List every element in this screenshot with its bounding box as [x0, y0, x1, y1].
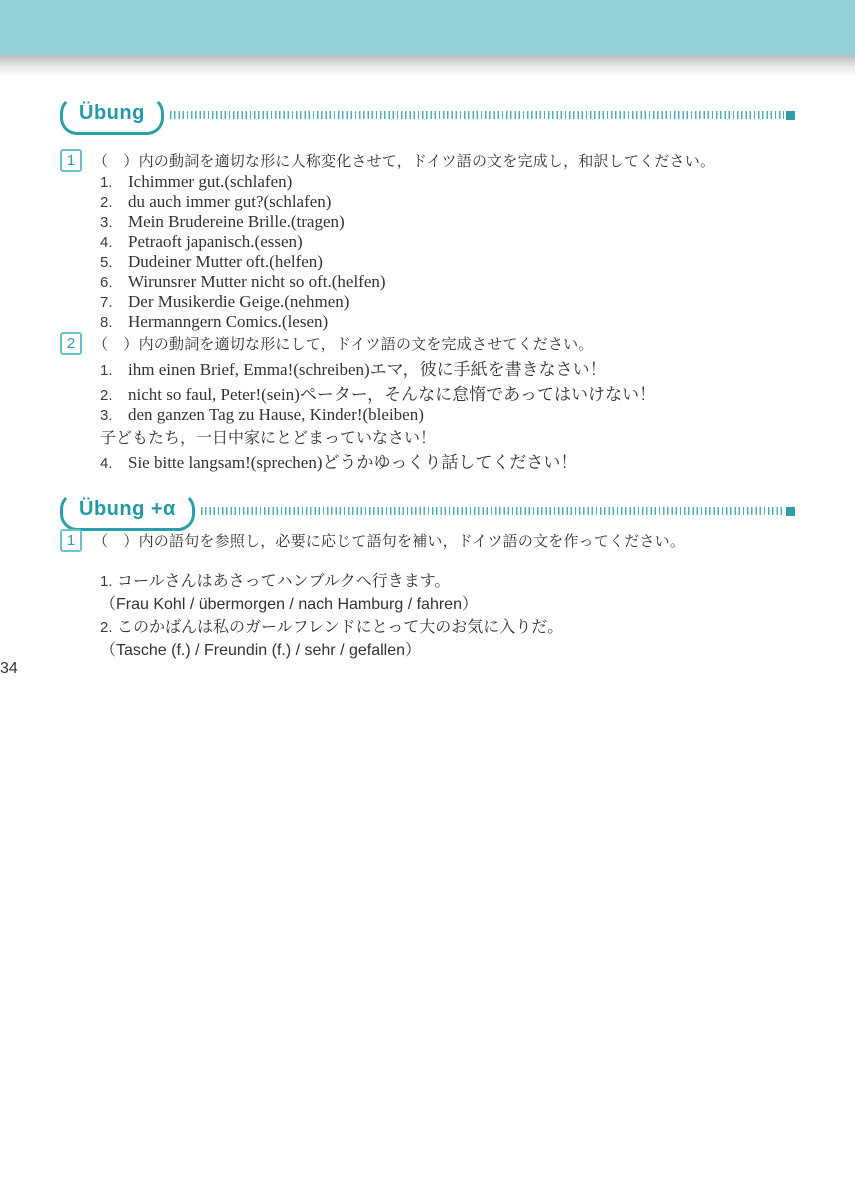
verb-in-parentheses: (sein) [261, 385, 300, 404]
verb-in-parentheses: (bleiben) [362, 405, 424, 424]
german-text: eine Brille. [215, 212, 291, 231]
german-text: gern Comics. [191, 312, 282, 331]
section-heading-ubung-plus-alpha: Übung +α [60, 492, 195, 531]
dotted-rule [201, 507, 784, 515]
item-number: 8. [100, 314, 113, 331]
item-number: 6. [100, 274, 113, 291]
section-heading-ubung: Übung [60, 96, 164, 135]
verb-in-parentheses: (nehmen) [284, 292, 350, 311]
ubung-plus-heading-row [60, 493, 795, 529]
german-text: deiner Mutter oft. [148, 252, 270, 271]
verb-in-parentheses: (lesen) [281, 312, 329, 331]
german-text: du auch immer gut? [128, 192, 264, 211]
top-band [0, 0, 855, 55]
exercise-1-items [60, 172, 795, 332]
fill-in-item-5 [100, 252, 795, 272]
verb-in-parentheses: (helfen) [331, 272, 386, 291]
item-number: 7. [100, 294, 113, 311]
verb-in-parentheses: (helfen) [269, 252, 323, 271]
verb-in-parentheses: (tragen) [290, 212, 345, 231]
german-text: die Geige. [214, 292, 285, 311]
exercise-2-items [60, 355, 795, 473]
fill-in-item-8 [100, 312, 795, 332]
fill-in-item-6 [100, 272, 795, 292]
german-text: Hermann [128, 312, 192, 331]
item-number: 5. [100, 254, 113, 271]
plus-alpha-exercise-1-header [60, 529, 795, 552]
item-number: 1. [100, 573, 113, 590]
verb-in-parentheses: (sprechen) [250, 453, 323, 472]
german-text: nicht so faul, Peter! [128, 385, 262, 404]
item-number: 2. [100, 387, 113, 404]
fill-in-item-1 [100, 172, 795, 192]
fill-in-item-3 [100, 405, 795, 425]
japanese-translation-hint: ペーター，そんなに怠惰であってはいけない！ [299, 385, 657, 404]
fill-in-item-1 [100, 355, 795, 380]
fill-in-item-4 [100, 232, 795, 252]
german-text: Petra [128, 232, 163, 251]
page-content [0, 97, 855, 660]
ubung-heading-row [60, 97, 795, 133]
rule-end-square-icon [786, 111, 795, 120]
exercise-1-badge: 1 [60, 149, 82, 172]
page-number: 34 [0, 660, 18, 677]
verb-in-parentheses: (essen) [254, 232, 303, 251]
exercise-1-header [60, 149, 795, 172]
exercise-1-instruction: （ ）内の動詞を適切な形に人称変化させて，ドイツ語の文を完成し，和訳してください。 [93, 153, 716, 170]
exercise-2-header [60, 332, 795, 355]
german-text: Mein Bruder [128, 212, 216, 231]
item-number: 2. [100, 619, 113, 636]
item-number: 3. [100, 214, 113, 231]
dotted-rule [170, 111, 784, 119]
verb-in-parentheses: (schlafen) [263, 192, 332, 211]
composition-item-1 [100, 568, 795, 591]
german-text: unsrer Mutter nicht so oft. [153, 272, 332, 291]
plus-alpha-exercise-1-badge: 1 [60, 529, 82, 552]
fill-in-item-2 [100, 192, 795, 212]
german-text: Ich [128, 172, 150, 191]
item-number: 4. [100, 455, 113, 472]
exercise-2-block [60, 332, 795, 473]
japanese-sentence: コールさんはあさってハンブルクへ行きます。 [116, 573, 451, 590]
plus-alpha-exercise-1-instruction: （ ）内の語句を参照し，必要に応じて語句を補い，ドイツ語の文を作ってください。 [93, 533, 686, 550]
exercise-2-instruction: （ ）内の動詞を適切な形にして，ドイツ語の文を完成させてください。 [93, 336, 594, 353]
fill-in-item-4 [100, 448, 795, 473]
japanese-translation-hint: エマ，彼に手紙を書きなさい！ [369, 360, 607, 379]
german-word-bank: （Tasche (f.) / Freundin (f.) / sehr / gefallen） [100, 642, 422, 659]
german-text: Du [128, 252, 149, 271]
exercise-2-badge: 2 [60, 332, 82, 355]
item-number: 2. [100, 194, 113, 211]
fill-in-item-3 [100, 212, 795, 232]
japanese-translation-hint: どうかゆっくり話してください！ [322, 453, 578, 472]
german-text: immer gut. [149, 172, 225, 191]
plus-alpha-items [60, 568, 795, 660]
german-text: oft japanisch. [162, 232, 255, 251]
item-number: 1. [100, 362, 113, 379]
verb-in-parentheses: (schlafen) [224, 172, 293, 191]
hint-line [100, 425, 795, 448]
rule-end-square-icon [786, 507, 795, 516]
german-text: ihm einen Brief, Emma! [128, 360, 294, 379]
german-text: Der Musiker [128, 292, 215, 311]
japanese-sentence: このかばんは私のガールフレンドにとって大のお気に入りだ。 [116, 619, 564, 636]
german-text: Sie bitte langsam! [128, 453, 251, 472]
fill-in-item-2 [100, 380, 795, 405]
fill-in-item-7 [100, 292, 795, 312]
german-word-bank: （Frau Kohl / übermorgen / nach Hamburg / fahren） [100, 596, 478, 613]
composition-item-2 [100, 614, 795, 637]
band-shadow [0, 55, 855, 77]
item-number: 4. [100, 234, 113, 251]
item-number: 1. [100, 174, 113, 191]
japanese-translation-hint: 子どもたち，一日中家にとどまっていなさい！ [100, 430, 437, 447]
german-text: Wir [128, 272, 154, 291]
item-number: 3. [100, 407, 113, 424]
verb-in-parentheses: (schreiben) [293, 360, 370, 379]
german-text: den ganzen Tag zu Hause, Kinder! [128, 405, 363, 424]
